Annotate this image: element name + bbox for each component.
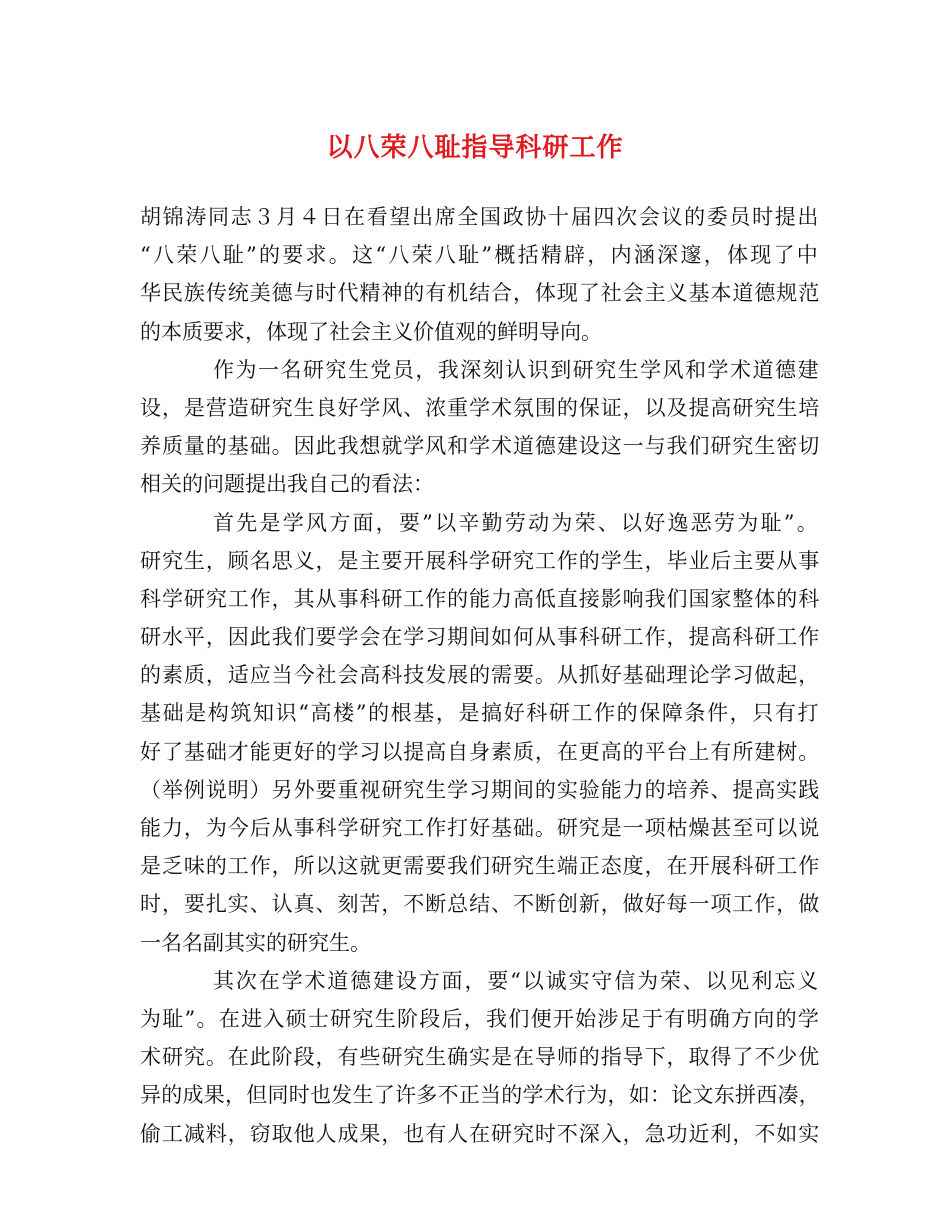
text-line: 能力，为今后从事科学研究工作打好基础。研究是一项枯燥甚至可以说 [140,816,821,840]
text-line: 偷工减料，窃取他人成果，也有人在研究时不深入，急功近利，不如实 [140,1121,821,1146]
paragraph-start-line: 其次在学术道德建设方面，要“以诚实守信为荣、以见利忘义 [213,968,820,993]
text-line: 时，要扎实、认真、刻苦，不断总结、不断创新，做好每一项工作，做 [140,892,821,917]
text-line: （举例说明）另外要重视研究生学习期间的实验能力的培养、提高实践 [140,777,821,802]
text-line: 养质量的基础。因此我想就学风和学术道德建设这一与我们研究生密切 [140,434,821,459]
document-title: 以八荣八耻指导科研工作 [326,133,624,163]
text-line: 研究生，顾名思义，是主要开展科学研究工作的学生，毕业后主要从事 [140,548,821,573]
text-line: 设，是营造研究生良好学风、浓重学术氛围的保证，以及提高研究生培 [140,395,821,420]
text-line: “八荣八耻”的要求。这“八荣八耻”概括精辟，内涵深邃，体现了中 [140,243,821,268]
text-line: 的素质，适应当今社会高科技发展的需要。从抓好基础理论学习做起， [140,663,821,688]
paragraph-start-line: 作为一名研究生党员，我深刻认识到研究生学风和学术道德建 [213,357,820,382]
text-line: 术研究。在此阶段，有些研究生确实是在导师的指导下，取得了不少优 [140,1045,821,1070]
text-line: 基础是构筑知识“高楼”的根基，是搞好科研工作的保障条件，只有打 [140,701,821,726]
text-line: 异的成果，但同时也发生了许多不正当的学术行为，如：论文东拼西凑， [140,1083,820,1108]
text-line: 研水平，因此我们要学会在学习期间如何从事科研工作，提高科研工作 [140,625,821,650]
text-line: 好了基础才能更好的学习以提高自身素质，在更高的平台上有所建树。 [140,739,821,764]
text-line: 相关的问题提出我自己的看法： [140,472,434,497]
document-body [140,198,820,1153]
text-line: 的本质要求，体现了社会主义价值观的鲜明导向。 [140,319,602,344]
text-line: 为耻”。在进入硕士研究生阶段后，我们便开始涉足于有明确方向的学 [140,1006,821,1031]
text-line: 科学研究工作，其从事科研工作的能力高低直接影响我们国家整体的科 [140,586,821,611]
paragraph-start-line: 首先是学风方面，要”以辛勤劳动为荣、以好逸恶劳为耻”。 [213,510,820,535]
text-line: 是乏味的工作，所以这就更需要我们研究生端正态度，在开展科研工作 [140,854,821,879]
text-line: 华民族传统美德与时代精神的有机结合，体现了社会主义基本道德规范 [140,281,821,306]
text-line: 一名名副其实的研究生。 [140,930,371,955]
text-line: 胡锦涛同志３月４日在看望出席全国政协十届四次会议的委员时提出 [140,205,821,229]
